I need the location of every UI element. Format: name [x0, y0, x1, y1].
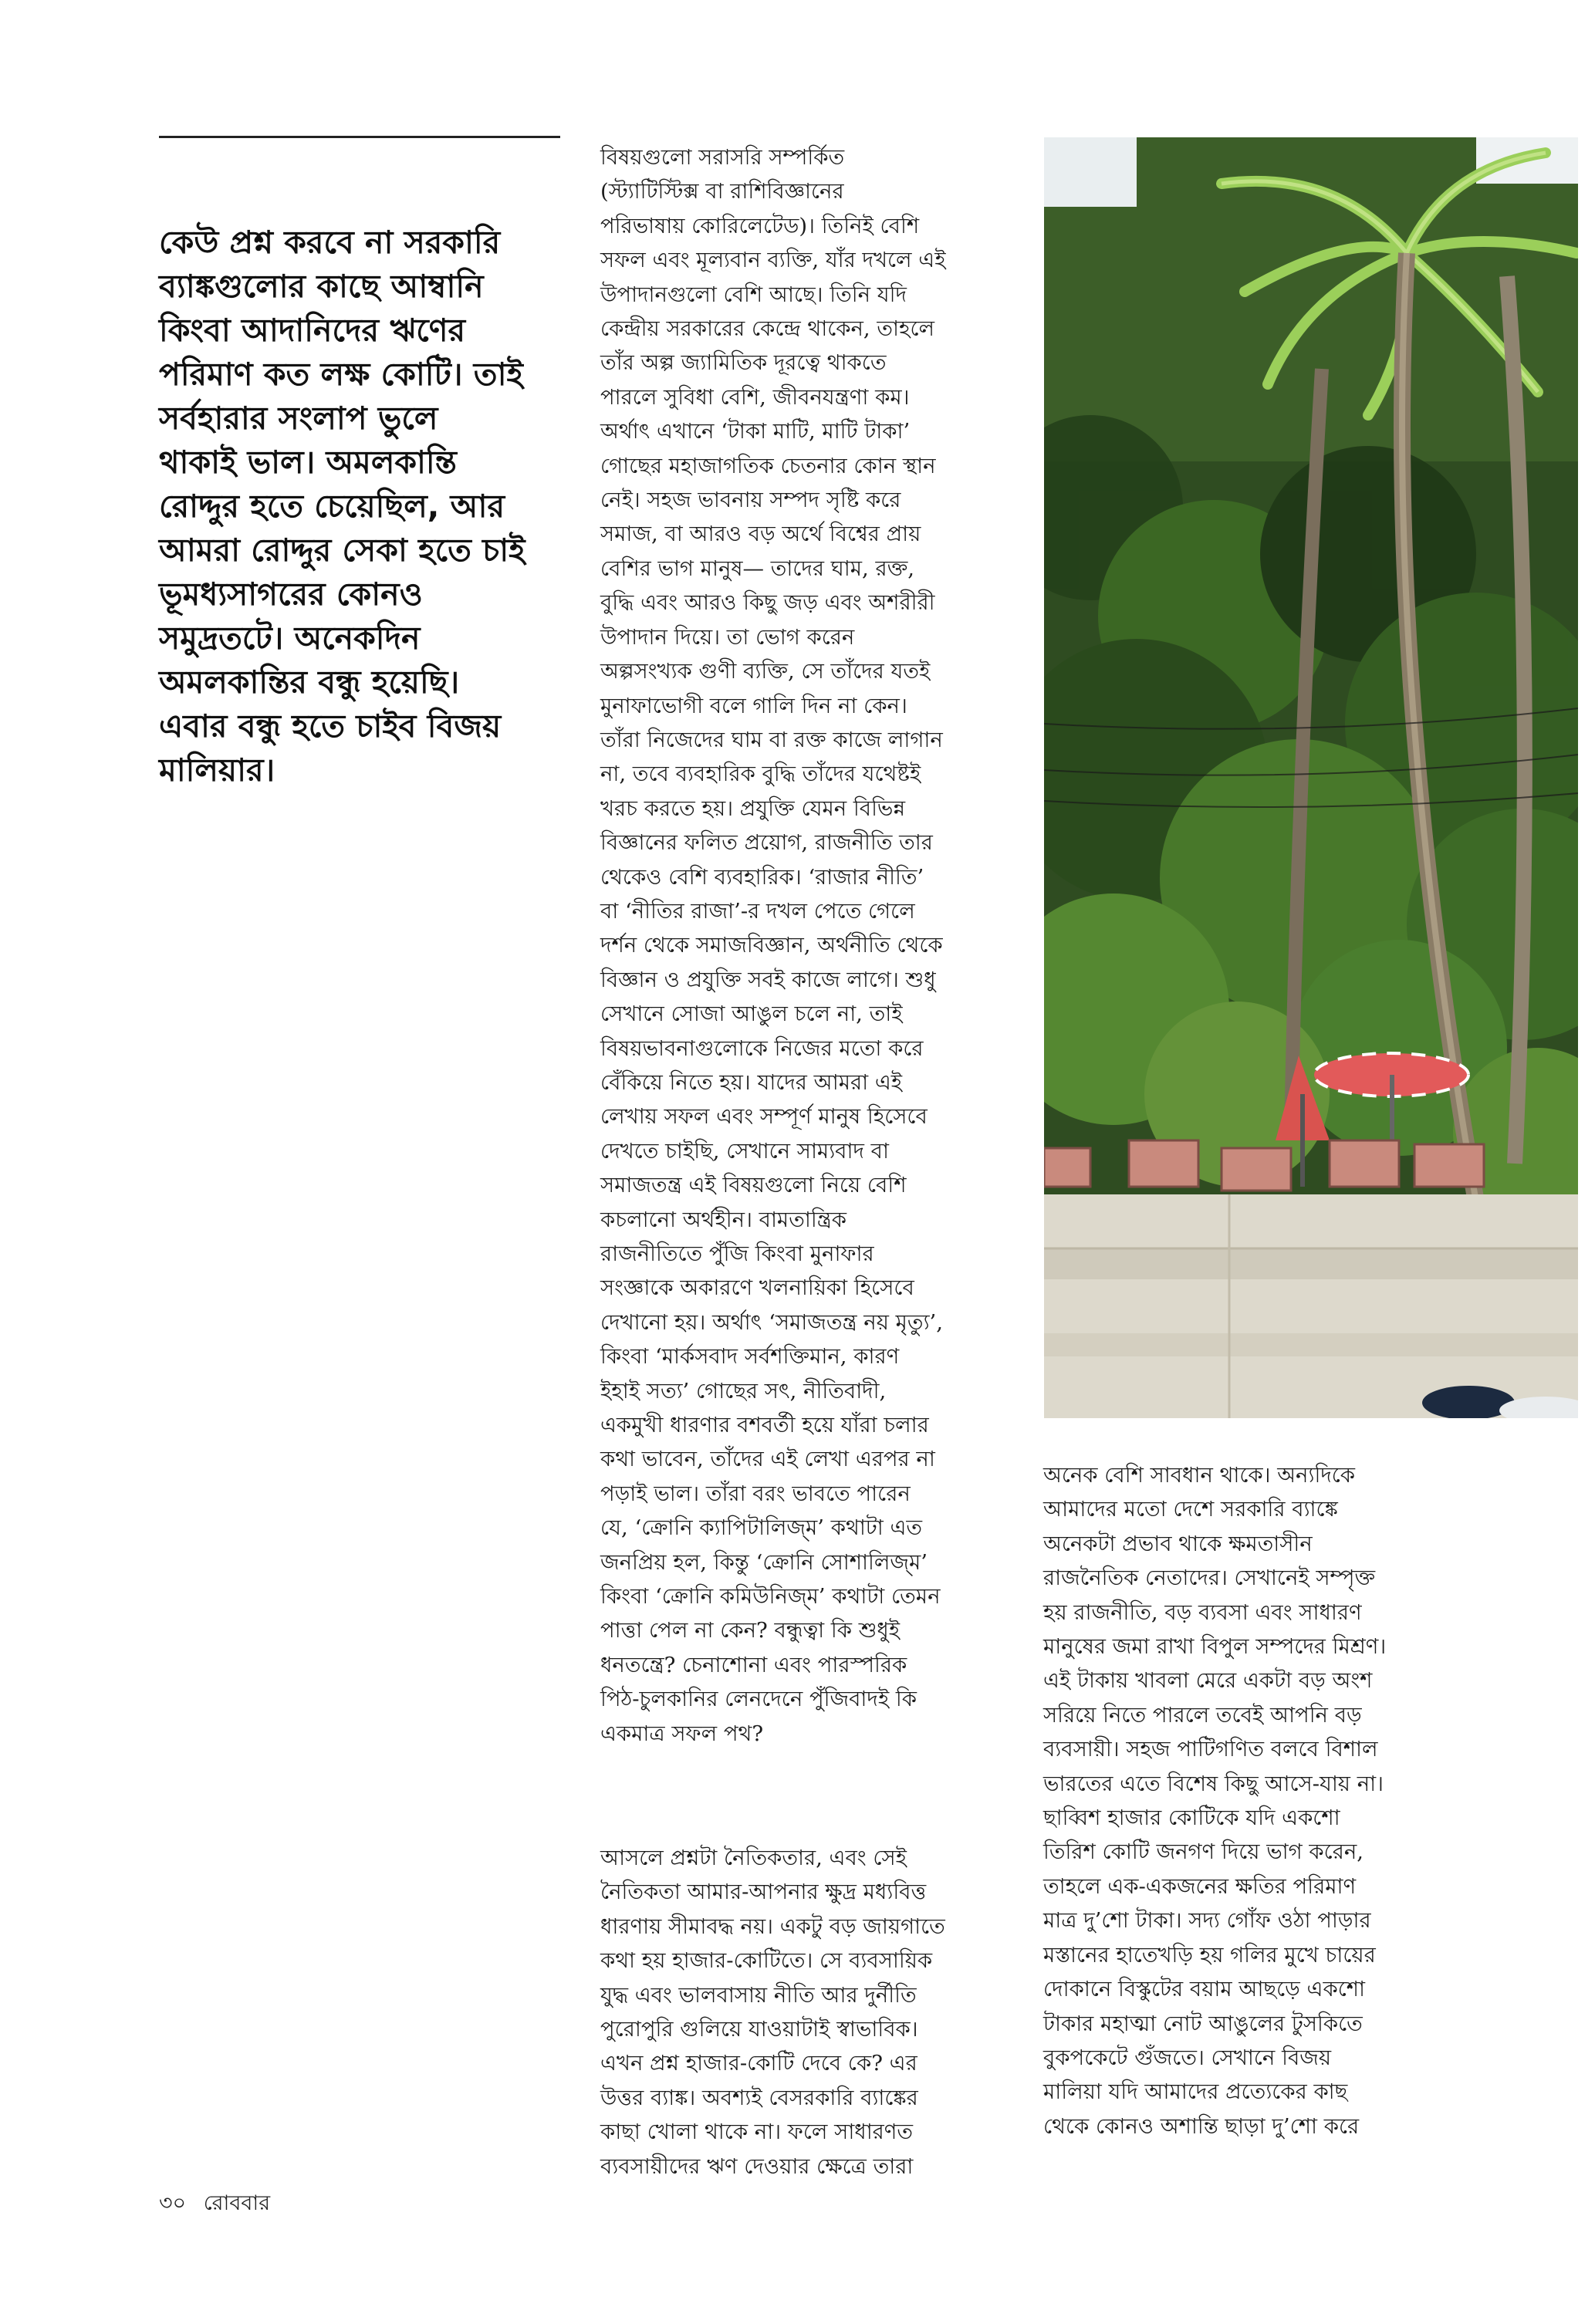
beach-photo	[1044, 137, 1578, 1418]
page-footer	[159, 2187, 281, 2222]
article-column-middle-top: বিষয়গুলো সরাসরি সম্পর্কিত (স্ট্যাটিস্টিক্স বা রাশিবিজ্ঞানের পরিভাষায় কোরিলেটেড)। তিনিই বেশি সফল এবং মূল্যবান ব্যক্তি, যাঁর দখলে এই উপাদানগুলো বেশি আছে। তিনি যদি কেন্দ্রীয় সরকারের কেন্দ্রে থাকেন, তাহলে তাঁর অল্প জ্যামিতিক দূরত্বে থাকতে পারলে সুবিধা বেশি, জীবনযন্ত্রণা কম। অর্থাৎ এখানে ‘টাকা মাটি, মাটি টাকা’ গোছের মহাজাগতিক চেতনার কোন স্থান নেই। সহজ ভাবনায় সম্পদ সৃষ্টি করে সমাজ, বা আরও বড় অর্থে বিশ্বের প্রায় বেশির ভাগ মানুষ— তাদের ঘাম, রক্ত, বুদ্ধি এবং আরও কিছু জড় এবং অশরীরী উপাদান দিয়ে। তা ভোগ করেন অল্পসংখ্যক গুণী ব্যক্তি, সে তাঁদের যতই মুনাফাভোগী বলে গালি দিন না কেন। তাঁরা নিজেদের ঘাম বা রক্ত কাজে লাগান না, তবে ব্যবহারিক বুদ্ধি তাঁদের যথেষ্টই খরচ করতে হয়। প্রযুক্তি যেমন বিভিন্ন বিজ্ঞানের ফলিত প্রয়োগ, রাজনীতি তার থেকেও বেশি ব্যবহারিক। ‘রাজার নীতি’ বা ‘নীতির রাজা’-র দখল পেতে গেলে দর্শন থেকে সমাজবিজ্ঞান, অর্থনীতি থেকে বিজ্ঞান ও প্রযুক্তি সবই কাজে লাগে। শুধু সেখানে সোজা আঙুল চলে না, তাই বিষয়ভাবনাগুলোকে নিজের মতো করে বেঁকিয়ে নিতে হয়। যাদের আমরা এই লেখায় সফল এবং সম্পূর্ণ মানুষ হিসেবে দেখতে চাইছি, সেখানে সাম্যবাদ বা সমাজতন্ত্র এই বিষয়গুলো নিয়ে বেশি কচলানো অর্থহীন। বামতান্ত্রিক রাজনীতিতে পুঁজি কিংবা মুনাফার সংজ্ঞাকে অকারণে খলনায়িকা হিসেবে দেখানো হয়। অর্থাৎ ‘সমাজতন্ত্র নয় মৃত্যু’, কিংবা ‘মার্কসবাদ সর্বশক্তিমান, কারণ ইহাই সত্য’ গোছের সৎ, নীতিবাদী, একমুখী ধারণার বশবর্তী হয়ে যাঁরা চলার কথা ভাবেন, তাঁদের এই লেখা এরপর না পড়াই ভাল। তাঁরা বরং ভাবতে পারেন যে, ‘ক্রোনি ক্যাপিটালিজ্‌ম’ কথাটা এত জনপ্রিয় হল, কিন্তু ‘ক্রোনি সোশালিজ্‌ম’ কিংবা ‘ক্রোনি কমিউনিজ্‌ম’ কথাটা তেমন পাত্তা পেল না কেন? বন্ধুত্বা কি শুধুই ধনতন্ত্রে? চেনাশোনা এবং পারস্পরিক পিঠ-চুলকানির লেনদেনে পুঁজিবাদই কি একমাত্র সফল পথ?	[600, 145, 946, 1746]
page-number: ৩০	[159, 2191, 187, 2215]
magazine-section: রোববার	[203, 2191, 271, 2215]
article-column-middle-bottom: আসলে প্রশ্নটা নৈতিকতার, এবং সেই নৈতিকতা আমার-আপনার ক্ষুদ্র মধ্যবিত্ত ধারণায় সীমাবদ্ধ নয়। একটু বড় জায়গাতে কথা হয় হাজার-কোটিতে। সে ব্যবসায়িক যুদ্ধ এবং ভালবাসায় নীতি আর দুর্নীতি পুরোপুরি গুলিয়ে যাওয়াটাই স্বাভাবিক। এখন প্রশ্ন হাজার-কোটি দেবে কে? এর উত্তর ব্যাঙ্ক। অবশ্যই বেসরকারি ব্যাঙ্কের কাছা খোলা থাকে না। ফলে সাধারণত ব্যবসায়ীদের ঋণ দেওয়ার ক্ষেত্রে তারা	[600, 1846, 945, 2179]
pull-quote: কেউ প্রশ্ন করবে না সরকারি ব্যাঙ্কগুলোর কাছে আম্বানি কিংবা আদানিদের ঋণের পরিমাণ কত লক্ষ কোটি। তাই সর্বহারার সংলাপ ভুলে থাকাই ভাল। অমলকান্তি রোদ্দুর হতে চেয়েছিল, আর আমরা রোদ্দুর সেকা হতে চাই ভূমধ্যসাগরের কোনও সমুদ্রতটে। অনেকদিন অমলকান্তির বন্ধু হয়েছি। এবার বন্ধু হতে চাইব বিজয় মালিয়ার।	[159, 224, 525, 789]
top-rule	[159, 136, 560, 138]
article-column-right: অনেক বেশি সাবধান থাকে। অন্যদিকে আমাদের মতো দেশে সরকারি ব্যাঙ্কে অনেকটা প্রভাব থাকে ক্ষমতাসীন রাজনৈতিক নেতাদের। সেখানেই সম্পৃক্ত হয় রাজনীতি, বড় ব্যবসা এবং সাধারণ মানুষের জমা রাখা বিপুল সম্পদের মিশ্রণ। এই টাকায় খাবলা মেরে একটা বড় অংশ সরিয়ে নিতে পারলে তবেই আপনি বড় ব্যবসায়ী। সহজ পাটিগণিত বলবে বিশাল ভারতের এতে বিশেষ কিছু আসে-যায় না। ছাব্বিশ হাজার কোটিকে যদি একশো তিরিশ কোটি জনগণ দিয়ে ভাগ করেন, তাহলে এক-একজনের ক্ষতির পরিমাণ মাত্র দু’শো টাকা। সদ্য গোঁফ ওঠা পাড়ার মস্তানের হাতেখড়ি হয় গলির মুখে চায়ের দোকানে বিস্কুটের বয়াম আছড়ে একশো টাকার মহাত্মা নোট আঙুলের টুসকিতে বুকপকেটে গুঁজতে। সেখানে বিজয় মালিয়া যদি আমাদের প্রত্যেকের কাছ থেকে কোনও অশান্তি ছাড়া দু’শো করে	[1043, 1463, 1387, 2139]
beach-photo-illustration	[1044, 137, 1578, 1418]
